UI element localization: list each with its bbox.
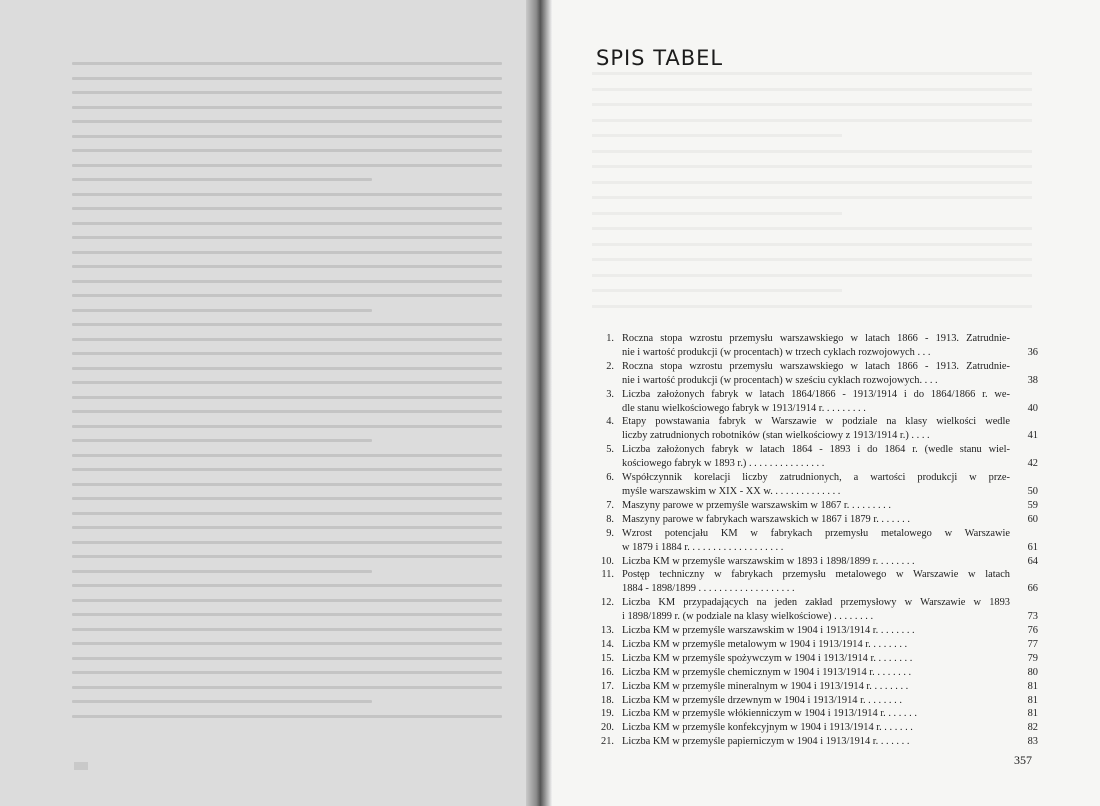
show-through-line <box>72 686 502 689</box>
show-through-line <box>72 657 502 660</box>
toc-entry-text: Wzrost potencjału KM w fabrykach przemysłu metalowego w Warszawie <box>622 527 1010 539</box>
toc-entry-text: dle stanu wielkościowego fabryk w 1913/1914 r. . . . . . . . . <box>622 402 866 414</box>
table-of-contents <box>596 332 1038 749</box>
show-through-line <box>72 541 502 544</box>
toc-entry-text: Liczba założonych fabryk w latach 1864 - 1893 i do 1864 r. (wedle stanu wiel- <box>622 444 1010 456</box>
show-through-line <box>72 526 502 529</box>
page-title: SPIS TABEL <box>596 46 724 70</box>
show-through-line <box>72 222 502 225</box>
toc-entry-page: 41 <box>1027 430 1038 442</box>
toc-entry <box>596 735 1038 749</box>
page-number: 357 <box>1014 753 1032 767</box>
show-through-line <box>72 497 502 500</box>
toc-entry-page: 73 <box>1027 611 1038 623</box>
bleed-through-line <box>592 150 1032 153</box>
book-gutter <box>526 0 552 806</box>
show-through-line <box>72 135 502 138</box>
bleed-through-line <box>592 134 842 137</box>
show-through-line <box>72 164 502 167</box>
bleed-through-line <box>592 305 1032 308</box>
show-through-line <box>72 338 502 341</box>
toc-entry <box>596 638 1038 652</box>
toc-entry-text: myśle warszawskim w XIX - XX w. . . . . . . . . . . . . . <box>622 485 841 497</box>
toc-entry-page: 38 <box>1027 374 1038 386</box>
toc-entry-page: 61 <box>1027 541 1038 553</box>
bleed-through-line <box>592 72 1032 75</box>
toc-entry-page: 42 <box>1027 458 1038 470</box>
toc-entry-page: 81 <box>1027 680 1038 692</box>
toc-entry-text: Roczna stopa wzrostu przemysłu warszawskiego w latach 1866 - 1913. Zatrudnie- <box>622 333 1010 344</box>
toc-entry-number: 20. <box>601 722 614 734</box>
show-through-line <box>72 367 502 370</box>
show-through-line <box>72 280 502 283</box>
toc-entry <box>596 443 1038 471</box>
show-through-line <box>72 381 502 384</box>
toc-entry-number: 18. <box>601 694 614 706</box>
toc-entry-number: 8. <box>606 513 614 525</box>
bleed-through-line <box>592 258 1032 261</box>
toc-entry-page: 81 <box>1027 708 1038 720</box>
bleed-through-line <box>592 165 1032 168</box>
toc-entry <box>596 415 1038 443</box>
toc-entry-number: 4. <box>606 416 614 428</box>
show-through-line <box>72 294 502 297</box>
toc-entry <box>596 388 1038 416</box>
show-through-line <box>72 323 502 326</box>
toc-entry-text: Liczba KM w przemyśle mineralnym w 1904 i 1913/1914 r. . . . . . . . <box>622 680 909 692</box>
toc-entry-number: 7. <box>606 499 614 511</box>
toc-entry-text: Etapy powstawania fabryk w Warszawie w podziale na klasy wielkości wedle <box>622 416 1010 428</box>
toc-entry-text: Liczba KM w przemyśle drzewnym w 1904 i 1913/1914 r. . . . . . . . <box>622 694 902 706</box>
toc-entry-number: 21. <box>601 736 614 748</box>
toc-entry-page: 80 <box>1027 666 1038 678</box>
toc-entry-number: 6. <box>606 472 614 484</box>
toc-entry-text: liczby zatrudnionych robotników (stan wielkościowy z 1913/1914 r.) . . . . <box>622 430 930 442</box>
show-through-line <box>72 570 372 573</box>
toc-entry-text: Maszyny parowe w fabrykach warszawskich w 1867 i 1879 r. . . . . . . <box>622 513 910 525</box>
toc-entry-text: Liczba KM przypadających na jeden zakład przemysłowy w Warszawie w 1893 <box>622 597 1010 609</box>
show-through-line <box>72 77 502 80</box>
show-through-line <box>72 207 502 210</box>
show-through-line <box>72 265 502 268</box>
toc-entry-text: Liczba KM w przemyśle warszawskim w 1893 i 1898/1899 r. . . . . . . . <box>622 555 915 567</box>
toc-entry-page: 59 <box>1027 499 1038 511</box>
toc-entry-number: 3. <box>606 388 614 400</box>
toc-entry <box>596 694 1038 708</box>
toc-entry-number: 9. <box>606 527 614 539</box>
toc-entry-page: 83 <box>1027 736 1038 748</box>
bleed-through-line <box>592 181 1032 184</box>
toc-entry <box>596 555 1038 569</box>
show-through-line <box>72 584 502 587</box>
toc-entry-text: w 1879 i 1884 r. . . . . . . . . . . . . . . . . . . <box>622 541 784 553</box>
toc-entry-text: Współczynnik korelacji liczby zatrudnionych, a wartości produkcji w prze- <box>622 472 1010 484</box>
toc-entry-number: 10. <box>601 555 614 567</box>
bleed-through-line <box>592 289 842 292</box>
show-through-line <box>72 149 502 152</box>
toc-entry-number: 16. <box>601 666 614 678</box>
show-through-line <box>72 62 502 65</box>
show-through-line <box>72 613 502 616</box>
toc-entry <box>596 360 1038 388</box>
show-through-line <box>72 410 502 413</box>
toc-entry-page: 64 <box>1027 555 1038 567</box>
toc-entry-text: Maszyny parowe w przemyśle warszawskim w 1867 r. . . . . . . . . <box>622 499 891 511</box>
toc-entry <box>596 332 1038 360</box>
toc-entry-page: 36 <box>1027 346 1038 358</box>
toc-entry-number: 15. <box>601 652 614 664</box>
toc-entry-page: 77 <box>1027 638 1038 650</box>
toc-entry-number: 11. <box>601 569 614 581</box>
toc-entry-text: Postęp techniczny w fabrykach przemysłu metalowego w Warszawie w latach <box>622 569 1010 581</box>
toc-entry <box>596 596 1038 624</box>
bleed-through-line <box>592 227 1032 230</box>
toc-entry-number: 17. <box>601 680 614 692</box>
show-through-line <box>72 671 502 674</box>
show-through-line <box>72 454 502 457</box>
toc-entry-number: 12. <box>601 597 614 609</box>
toc-entry-text: Liczba KM w przemyśle włókienniczym w 1904 i 1913/1914 r. . . . . . . <box>622 708 917 720</box>
toc-entry-text: Liczba KM w przemyśle chemicznym w 1904 i 1913/1914 r. . . . . . . . <box>622 666 912 678</box>
show-through-line <box>72 599 502 602</box>
toc-entry <box>596 652 1038 666</box>
left-page <box>0 0 540 806</box>
toc-entry-page: 50 <box>1027 485 1038 497</box>
toc-entry <box>596 680 1038 694</box>
toc-entry-text: nie i wartość produkcji (w procentach) w sześciu cyklach rozwojowych. . . . <box>622 374 938 386</box>
show-through-line <box>72 106 502 109</box>
show-through-line <box>72 309 372 312</box>
show-through-line <box>72 715 502 718</box>
show-through-page-number <box>74 762 88 770</box>
bleed-through-line <box>592 243 1032 246</box>
toc-entry-number: 19. <box>601 708 614 720</box>
bleed-through-line <box>592 88 1032 91</box>
show-through-line <box>72 628 502 631</box>
show-through-line <box>72 178 372 181</box>
toc-entry-text: kościowego fabryk w 1893 r.) . . . . . . . . . . . . . . . <box>622 458 825 470</box>
toc-entry <box>596 471 1038 499</box>
toc-entry-text: Liczba KM w przemyśle spożywczym w 1904 i 1913/1914 r. . . . . . . . <box>622 652 913 664</box>
toc-entry-text: Liczba założonych fabryk w latach 1864/1866 - 1913/1914 i do 1864/1866 r. we- <box>622 388 1010 400</box>
toc-entry-number: 1. <box>606 333 614 344</box>
toc-entry-page: 66 <box>1027 583 1038 595</box>
toc-entry <box>596 513 1038 527</box>
toc-entry-text: nie i wartość produkcji (w procentach) w trzech cyklach rozwojowych . . . <box>622 346 931 358</box>
toc-entry-text: Liczba KM w przemyśle papierniczym w 1904 i 1913/1914 r. . . . . . . <box>622 736 910 748</box>
toc-entry-number: 5. <box>606 444 614 456</box>
toc-entry-page: 40 <box>1027 402 1038 414</box>
show-through-line <box>72 555 502 558</box>
toc-entry <box>596 527 1038 555</box>
toc-entry-number: 14. <box>601 638 614 650</box>
toc-entry-page: 76 <box>1027 625 1038 637</box>
show-through-line <box>72 396 502 399</box>
toc-entry-page: 81 <box>1027 694 1038 706</box>
toc-entry-page: 60 <box>1027 513 1038 525</box>
bleed-through-line <box>592 196 1032 199</box>
toc-entry <box>596 721 1038 735</box>
toc-entry-text: i 1898/1899 r. (w podziale na klasy wielkościowe) . . . . . . . . <box>622 611 874 623</box>
show-through-line <box>72 425 502 428</box>
show-through-line <box>72 236 502 239</box>
toc-entry <box>596 624 1038 638</box>
show-through-line <box>72 193 502 196</box>
show-through-line <box>72 700 372 703</box>
show-through-line <box>72 642 502 645</box>
toc-entry <box>596 707 1038 721</box>
toc-entry-page: 79 <box>1027 652 1038 664</box>
show-through-line <box>72 512 502 515</box>
show-through-line <box>72 91 502 94</box>
toc-entry <box>596 666 1038 680</box>
toc-entry-text: Roczna stopa wzrostu przemysłu warszawskiego w latach 1866 - 1913. Zatrudnie- <box>622 360 1010 372</box>
toc-entry-number: 2. <box>606 360 614 372</box>
bleed-through-line <box>592 103 1032 106</box>
show-through-line <box>72 439 372 442</box>
toc-entry-text: Liczba KM w przemyśle metalowym w 1904 i 1913/1914 r. . . . . . . . <box>622 638 908 650</box>
toc-entry-number: 13. <box>601 625 614 637</box>
toc-entry <box>596 499 1038 513</box>
toc-entry-text: Liczba KM w przemyśle warszawskim w 1904 i 1913/1914 r. . . . . . . . <box>622 625 915 637</box>
bleed-through-line <box>592 212 842 215</box>
show-through-line <box>72 120 502 123</box>
toc-entry-page: 82 <box>1027 722 1038 734</box>
show-through-line <box>72 483 502 486</box>
bleed-through-line <box>592 119 1032 122</box>
toc-entry <box>596 568 1038 596</box>
show-through-line <box>72 352 502 355</box>
bleed-through-line <box>592 274 1032 277</box>
toc-entry-text: 1884 - 1898/1899 . . . . . . . . . . . . . . . . . . . <box>622 583 795 595</box>
show-through-line <box>72 251 502 254</box>
toc-entry-text: Liczba KM w przemyśle konfekcyjnym w 1904 i 1913/1914 r. . . . . . . <box>622 722 913 734</box>
show-through-line <box>72 468 502 471</box>
